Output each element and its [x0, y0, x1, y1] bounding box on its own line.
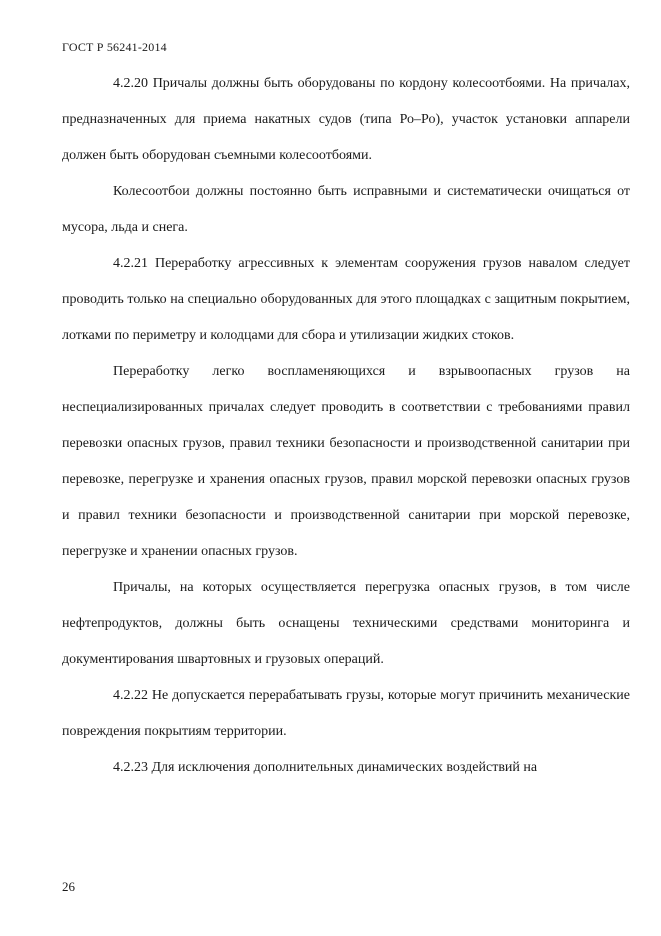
paragraph-4-2-20: 4.2.20 Причалы должны быть оборудованы по кордону колесоотбоями. На причалах, предназначенных для приема накатных судов (типа Ро–Ро), участок установки аппарели должен быть оборудован съемными колесоотбоями. [62, 76, 630, 163]
paragraph-4-2-22: 4.2.22 Не допускается перерабатывать грузы, которые могут причинить механические повреждения покрытиям территории. [62, 688, 630, 739]
page-number: 26 [62, 879, 75, 894]
paragraph-hazardous-berths: Причалы, на которых осуществляется перегрузка опасных грузов, в том числе нефтепродуктов, должны быть оснащены техническими средствами мониторинга и документирования швартовных и грузовых операций. [62, 580, 630, 667]
paragraph-wheel-guards: Колесоотбои должны постоянно быть исправными и систематически очищаться от мусора, льда и снега. [62, 184, 630, 235]
document-body [62, 66, 630, 786]
paragraph-4-2-23: 4.2.23 Для исключения дополнительных динамических воздействий на [113, 760, 538, 775]
paragraph-flammable-cargo: Переработку легко воспламеняющихся и взрывоопасных грузов на неспециализированных причалах следует проводить в соответствии с требованиями правил перевозки опасных грузов, правил техники безопасности и производственной санитарии при перевозке, перегрузке и хранения опасных грузов, правил морской перевозки опасных грузов и правил техники безопасности и производственной санитарии при морской перевозке, перегрузке и хранении опасных грузов. [62, 364, 630, 559]
paragraph-4-2-21: 4.2.21 Переработку агрессивных к элементам сооружения грузов навалом следует проводить только на специально оборудованных для этого площадках с защитным покрытием, лотками по периметру и колодцами для сбора и утилизации жидких стоков. [62, 256, 630, 343]
document-header: ГОСТ Р 56241-2014 [62, 40, 167, 54]
